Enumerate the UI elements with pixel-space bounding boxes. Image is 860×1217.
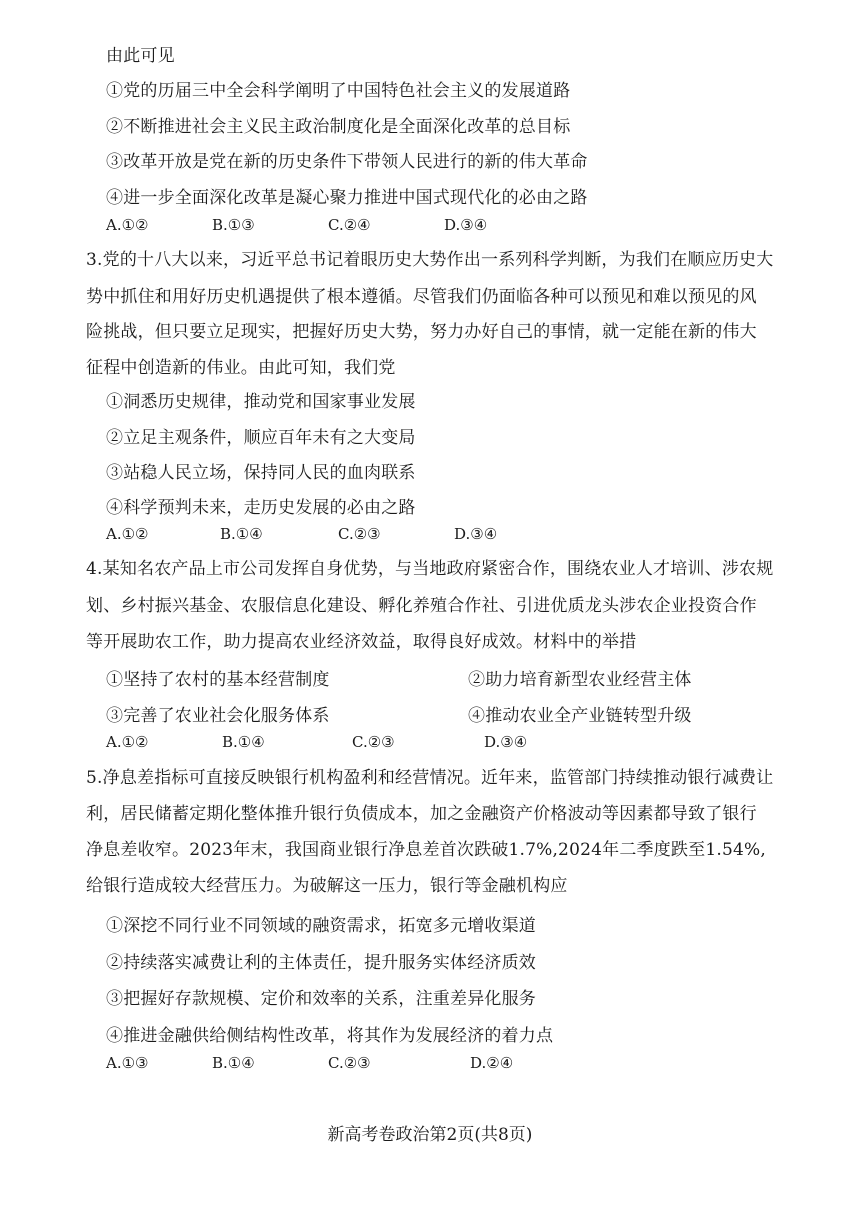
q4-item-2: ②助力培育新型农业经营主体: [468, 670, 692, 690]
q3-stem-line-2: 势中抓住和用好历史机遇提供了根本遵循。尽管我们仍面临各种可以预见和难以预见的风: [86, 287, 757, 307]
q2-choice-a: A.①②: [106, 216, 149, 234]
q4-stem-line-1: 4.某知名农产品上市公司发挥自身优势，与当地政府紧密合作，围绕农业人才培训、涉农规: [86, 559, 774, 579]
q2-intro: 由此可见: [106, 46, 175, 66]
q5-choice-c: C.②③: [328, 1054, 371, 1072]
q3-choice-c: C.②③: [338, 525, 381, 543]
q3-item-4: ④科学预判未来，走历史发展的必由之路: [106, 498, 416, 518]
q5-item-1: ①深挖不同行业不同领域的融资需求，拓宽多元增收渠道: [106, 916, 536, 936]
q5-item-2: ②持续落实减费让利的主体责任，提升服务实体经济质效: [106, 953, 536, 973]
q5-stem-line-4: 给银行造成较大经营压力。为破解这一压力，银行等金融机构应: [86, 876, 568, 896]
q3-choice-b: B.①④: [220, 525, 263, 543]
q3-stem-line-1: 3.党的十八大以来，习近平总书记着眼历史大势作出一系列科学判断，为我们在顺应历史大: [86, 250, 774, 270]
q2-item-2: ②不断推进社会主义民主政治制度化是全面深化改革的总目标: [106, 117, 571, 137]
q5-stem-line-2: 利，居民储蓄定期化整体推升银行负债成本，加之金融资产价格波动等因素都导致了银行: [86, 804, 757, 824]
q5-stem-line-3: 净息差收窄。2023年末，我国商业银行净息差首次跌破1.7%,2024年二季度跌至1.54%,: [86, 840, 766, 860]
q4-item-3: ③完善了农业社会化服务体系: [106, 706, 330, 726]
q3-choice-a: A.①②: [106, 525, 149, 543]
q2-choice-d: D.③④: [444, 216, 488, 234]
q4-item-4: ④推动农业全产业链转型升级: [468, 706, 692, 726]
q4-stem-line-2: 划、乡村振兴基金、农服信息化建设、孵化养殖合作社、引进优质龙头涉农企业投资合作: [86, 596, 757, 616]
q5-choice-b: B.①④: [212, 1054, 255, 1072]
page-footer: 新高考卷政治第2页(共8页): [327, 1125, 533, 1145]
q3-item-3: ③站稳人民立场，保持同人民的血肉联系: [106, 463, 416, 483]
q2-choice-b: B.①③: [212, 216, 255, 234]
q4-stem-line-3: 等开展助农工作，助力提高农业经济效益，取得良好成效。材料中的举措: [86, 632, 637, 652]
q4-item-1: ①坚持了农村的基本经营制度: [106, 670, 330, 690]
q4-choice-c: C.②③: [352, 733, 395, 751]
q4-choice-b: B.①④: [222, 733, 265, 751]
q3-item-1: ①洞悉历史规律，推动党和国家事业发展: [106, 392, 416, 412]
q3-stem-line-3: 险挑战，但只要立足现实，把握好历史大势，努力办好自己的事情，就一定能在新的伟大: [86, 322, 757, 342]
q2-item-3: ③改革开放是党在新的历史条件下带领人民进行的新的伟大革命: [106, 152, 588, 172]
q5-item-4: ④推进金融供给侧结构性改革，将其作为发展经济的着力点: [106, 1026, 554, 1046]
q2-item-1: ①党的历届三中全会科学阐明了中国特色社会主义的发展道路: [106, 81, 571, 101]
q3-stem-line-4: 征程中创造新的伟业。由此可知，我们党: [86, 358, 396, 378]
q4-choice-a: A.①②: [106, 733, 149, 751]
q5-item-3: ③把握好存款规模、定价和效率的关系，注重差异化服务: [106, 989, 536, 1009]
q3-item-2: ②立足主观条件，顺应百年未有之大变局: [106, 428, 416, 448]
q3-choice-d: D.③④: [454, 525, 498, 543]
q4-choice-d: D.③④: [484, 733, 528, 751]
q2-choice-c: C.②④: [328, 216, 371, 234]
q5-choice-d: D.②④: [470, 1054, 514, 1072]
q2-item-4: ④进一步全面深化改革是凝心聚力推进中国式现代化的必由之路: [106, 188, 588, 208]
q5-choice-a: A.①③: [106, 1054, 149, 1072]
q5-stem-line-1: 5.净息差指标可直接反映银行机构盈利和经营情况。近年来，监管部门持续推动银行减费让: [86, 768, 774, 788]
